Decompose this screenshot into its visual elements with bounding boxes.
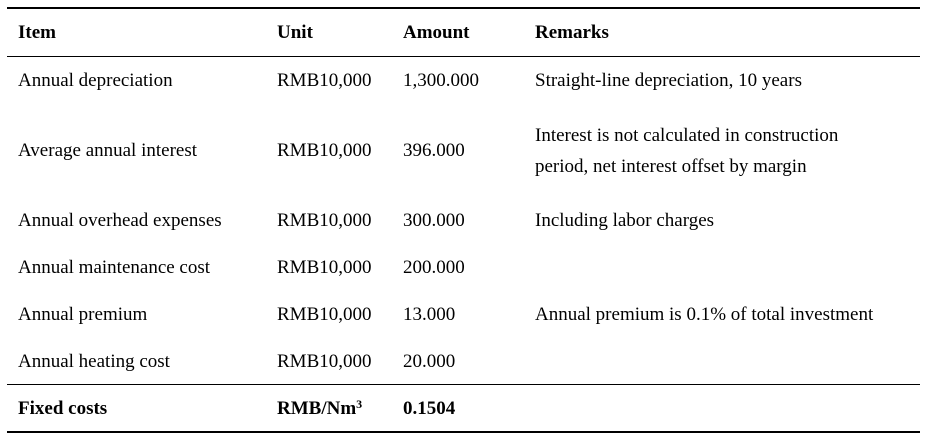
row-remarks: Including labor charges (535, 210, 715, 231)
row-unit: RMB10,000 (277, 210, 372, 231)
row-item: Annual overhead expenses (18, 210, 222, 231)
row-unit: RMB10,000 (277, 70, 372, 91)
row-unit: RMB10,000 (277, 140, 372, 161)
row-amount: 13.000 (403, 304, 456, 325)
row-item: Annual depreciation (18, 70, 173, 91)
header-item: Item (18, 22, 56, 43)
total-amount: 0.1504 (403, 398, 456, 419)
row-item: Annual premium (18, 304, 148, 325)
header-remarks: Remarks (535, 22, 609, 43)
row-remarks: Straight-line depreciation, 10 years (535, 70, 802, 91)
row-unit: RMB10,000 (277, 351, 372, 372)
row-amount: 200.000 (403, 257, 465, 278)
row-item: Average annual interest (18, 140, 198, 161)
total-unit (277, 393, 362, 424)
row-amount: 300.000 (403, 210, 465, 231)
total-rule (7, 384, 920, 385)
total-unit-base: RMB/Nm (277, 398, 357, 419)
row-amount: 1,300.000 (403, 70, 479, 91)
row-item: Annual heating cost (18, 351, 170, 372)
header-amount: Amount (403, 22, 470, 43)
total-unit-superscript: 3 (356, 397, 363, 411)
table-top-rule (7, 7, 920, 9)
row-unit: RMB10,000 (277, 304, 372, 325)
row-item: Annual maintenance cost (18, 257, 211, 278)
row-unit: RMB10,000 (277, 257, 372, 278)
table-bottom-rule (7, 431, 920, 433)
row-amount: 396.000 (403, 140, 465, 161)
total-item: Fixed costs (18, 398, 108, 419)
row-remarks-line-1: Interest is not calculated in construction (535, 125, 839, 146)
header-unit: Unit (277, 22, 313, 43)
header-rule (7, 56, 920, 57)
row-remarks-line-2: period, net interest offset by margin (535, 156, 807, 177)
row-remarks: Annual premium is 0.1% of total investment (535, 304, 874, 325)
row-amount: 20.000 (403, 351, 456, 372)
